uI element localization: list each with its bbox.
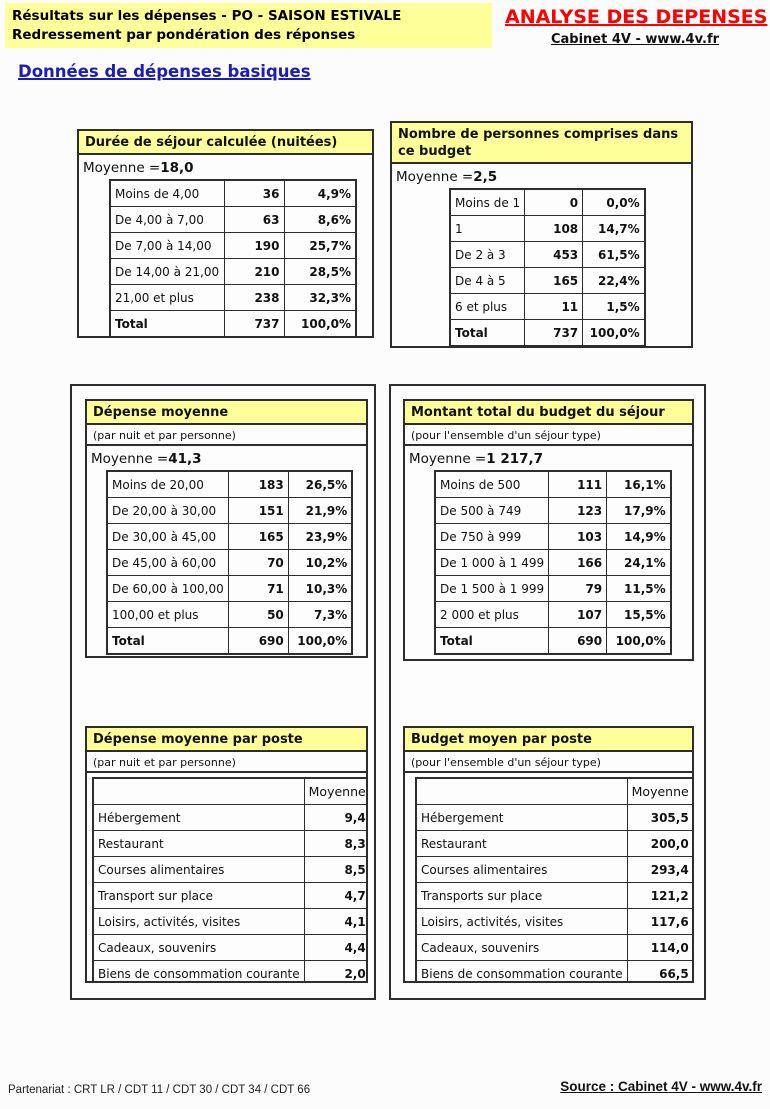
card-title: Dépense moyenne par poste — [87, 728, 366, 752]
poste-table-budget — [415, 777, 694, 983]
row-percent: 14,9% — [607, 524, 671, 550]
row-label: Hébergement — [93, 805, 304, 831]
card-title: Dépense moyenne — [87, 401, 366, 425]
row-label: Total — [110, 311, 224, 338]
analysis-subtitle: Cabinet 4V - www.4v.fr — [550, 32, 720, 47]
row-value: 4,4 — [304, 935, 368, 961]
table-row — [93, 909, 368, 935]
card-subtitle: (par nuit et par personne) — [87, 425, 366, 446]
row-label: Courses alimentaires — [93, 857, 304, 883]
table-row — [110, 207, 356, 233]
row-percent: 0,0% — [583, 189, 645, 216]
row-percent: 100,0% — [583, 320, 645, 347]
table-row — [416, 831, 694, 857]
moyenne-value: 41,3 — [168, 451, 202, 467]
moyenne-label: Moyenne = — [409, 451, 487, 467]
row-label: Hébergement — [416, 805, 627, 831]
table-row — [435, 602, 671, 628]
row-percent: 8,6% — [284, 207, 356, 233]
row-label: De 7,00 à 14,00 — [110, 233, 224, 259]
table-row — [435, 628, 671, 655]
row-count: 123 — [549, 498, 607, 524]
row-value: 8,3 — [304, 831, 368, 857]
row-label: Biens de consommation courante — [416, 961, 627, 984]
row-count: 108 — [525, 216, 583, 242]
table-row — [416, 961, 694, 984]
table-indent — [434, 470, 692, 655]
moyenne-line — [79, 155, 372, 179]
row-label: 21,00 et plus — [110, 285, 224, 311]
table-row — [93, 831, 368, 857]
row-label: Courses alimentaires — [416, 857, 627, 883]
table-row — [450, 294, 645, 320]
row-label: De 45,00 à 60,00 — [107, 550, 228, 576]
section-heading: Données de dépenses basiques — [18, 62, 311, 81]
moyenne-value: 1 217,7 — [486, 451, 544, 467]
card-depense-par-poste — [85, 726, 368, 983]
row-count: 70 — [228, 550, 288, 576]
table-row — [110, 285, 356, 311]
frequency-table-nb-personnes — [449, 188, 646, 347]
row-count: 690 — [228, 628, 288, 655]
row-label: Transports sur place — [416, 883, 627, 909]
table-indent — [106, 470, 366, 655]
row-label: Moins de 1 — [450, 189, 525, 216]
row-label: Loisirs, activités, visites — [416, 909, 627, 935]
row-count: 103 — [549, 524, 607, 550]
row-label: Moins de 500 — [435, 471, 549, 498]
table-row — [416, 805, 694, 831]
row-value: 66,5 — [627, 961, 694, 984]
report-title-line2: Redressement par pondération des réponses — [12, 27, 356, 43]
row-percent: 24,1% — [607, 550, 671, 576]
frequency-table-depense-moyenne — [106, 470, 353, 655]
row-percent: 17,9% — [607, 498, 671, 524]
card-title: Nombre de personnes comprises dans ce budget — [392, 123, 691, 164]
row-label: De 1 500 à 1 999 — [435, 576, 549, 602]
row-count: 50 — [228, 602, 288, 628]
table-header-row — [93, 778, 368, 805]
row-label: Loisirs, activités, visites — [93, 909, 304, 935]
card-title: Budget moyen par poste — [405, 728, 692, 752]
row-label: Total — [435, 628, 549, 655]
card-nb-personnes — [390, 121, 693, 348]
card-subtitle: (pour l'ensemble d'un séjour type) — [405, 425, 692, 446]
table-row — [93, 857, 368, 883]
row-percent: 15,5% — [607, 602, 671, 628]
row-label: Restaurant — [93, 831, 304, 857]
card-montant-total — [403, 399, 694, 661]
row-percent: 28,5% — [284, 259, 356, 285]
row-label: Cadeaux, souvenirs — [93, 935, 304, 961]
row-count: 190 — [224, 233, 284, 259]
table-row — [416, 883, 694, 909]
row-count: 737 — [224, 311, 284, 338]
row-count: 151 — [228, 498, 288, 524]
row-percent: 4,9% — [284, 180, 356, 207]
moyenne-line — [392, 164, 691, 188]
row-percent: 16,1% — [607, 471, 671, 498]
header-empty-cell — [416, 778, 627, 805]
row-percent: 14,7% — [583, 216, 645, 242]
table-row — [435, 576, 671, 602]
row-label: 100,00 et plus — [107, 602, 228, 628]
report-title-line1: Résultats sur les dépenses - PO - SAISON ESTIVALE — [12, 8, 402, 24]
table-row — [450, 320, 645, 347]
table-row — [93, 935, 368, 961]
table-row — [107, 550, 352, 576]
row-count: 71 — [228, 576, 288, 602]
table-row — [435, 498, 671, 524]
moyenne-label: Moyenne = — [83, 160, 161, 176]
moyenne-line — [87, 446, 366, 470]
row-count: 36 — [224, 180, 284, 207]
row-percent: 100,0% — [288, 628, 352, 655]
table-indent — [109, 179, 372, 338]
footer-source: Source : Cabinet 4V - www.4v.fr — [560, 1079, 762, 1094]
report-header-box — [5, 3, 492, 48]
table-row — [93, 883, 368, 909]
card-budget-par-poste — [403, 726, 694, 983]
row-value: 9,4 — [304, 805, 368, 831]
row-count: 63 — [224, 207, 284, 233]
table-row — [107, 602, 352, 628]
row-percent: 23,9% — [288, 524, 352, 550]
row-percent: 22,4% — [583, 268, 645, 294]
row-label: Biens de consommation courante — [93, 961, 304, 984]
row-label: Transport sur place — [93, 883, 304, 909]
row-count: 79 — [549, 576, 607, 602]
row-label: Restaurant — [416, 831, 627, 857]
row-count: 210 — [224, 259, 284, 285]
row-label: De 500 à 749 — [435, 498, 549, 524]
row-percent: 25,7% — [284, 233, 356, 259]
moyenne-label: Moyenne = — [396, 169, 474, 185]
panel-depense — [70, 384, 376, 1000]
row-count: 11 — [525, 294, 583, 320]
table-row — [435, 471, 671, 498]
row-percent: 11,5% — [607, 576, 671, 602]
row-label: Total — [107, 628, 228, 655]
row-percent: 10,3% — [288, 576, 352, 602]
table-row — [450, 189, 645, 216]
frequency-table-duree-sejour — [109, 179, 357, 338]
table-row — [110, 233, 356, 259]
row-value: 305,5 — [627, 805, 694, 831]
table-row — [93, 805, 368, 831]
row-count: 166 — [549, 550, 607, 576]
row-count: 737 — [525, 320, 583, 347]
row-label: Moins de 4,00 — [110, 180, 224, 207]
table-row — [93, 961, 368, 984]
row-percent: 7,3% — [288, 602, 352, 628]
row-label: De 20,00 à 30,00 — [107, 498, 228, 524]
table-indent — [449, 188, 691, 347]
row-count: 183 — [228, 471, 288, 498]
card-title: Durée de séjour calculée (nuitées) — [79, 131, 372, 155]
row-count: 165 — [228, 524, 288, 550]
table-row — [450, 268, 645, 294]
table-row — [107, 628, 352, 655]
row-label: De 2 à 3 — [450, 242, 525, 268]
row-count: 238 — [224, 285, 284, 311]
table-row — [107, 471, 352, 498]
moyenne-line — [405, 446, 692, 470]
table-row — [435, 524, 671, 550]
row-label: De 4 à 5 — [450, 268, 525, 294]
row-count: 111 — [549, 471, 607, 498]
analysis-title: ANALYSE DES DEPENSES — [505, 6, 768, 28]
table-indent — [415, 777, 692, 983]
row-value: 121,2 — [627, 883, 694, 909]
poste-table-depense — [92, 777, 368, 983]
row-label: 2 000 et plus — [435, 602, 549, 628]
table-row — [110, 311, 356, 338]
table-row — [107, 524, 352, 550]
row-label: Cadeaux, souvenirs — [416, 935, 627, 961]
row-value: 114,0 — [627, 935, 694, 961]
row-percent: 21,9% — [288, 498, 352, 524]
table-row — [110, 259, 356, 285]
header-empty-cell — [93, 778, 304, 805]
row-label: De 4,00 à 7,00 — [110, 207, 224, 233]
col-header-moyenne: Moyenne — [304, 778, 368, 805]
row-value: 8,5 — [304, 857, 368, 883]
row-label: De 30,00 à 45,00 — [107, 524, 228, 550]
table-row — [416, 909, 694, 935]
row-label: 6 et plus — [450, 294, 525, 320]
moyenne-value: 2,5 — [473, 169, 498, 185]
row-percent: 1,5% — [583, 294, 645, 320]
panel-budget — [389, 384, 706, 1000]
footer-partnership: Partenariat : CRT LR / CDT 11 / CDT 30 / CDT 34 / CDT 66 — [8, 1084, 311, 1096]
row-label: Total — [450, 320, 525, 347]
table-row — [110, 180, 356, 207]
table-indent — [92, 777, 366, 983]
row-value: 117,6 — [627, 909, 694, 935]
row-percent: 100,0% — [284, 311, 356, 338]
row-label: De 750 à 999 — [435, 524, 549, 550]
row-label: De 1 000 à 1 499 — [435, 550, 549, 576]
row-percent: 61,5% — [583, 242, 645, 268]
row-label: De 14,00 à 21,00 — [110, 259, 224, 285]
frequency-table-montant-total — [434, 470, 672, 655]
row-label: Moins de 20,00 — [107, 471, 228, 498]
moyenne-label: Moyenne = — [91, 451, 169, 467]
row-label: 1 — [450, 216, 525, 242]
table-row — [450, 242, 645, 268]
moyenne-value: 18,0 — [160, 160, 194, 176]
table-row — [416, 857, 694, 883]
row-count: 107 — [549, 602, 607, 628]
card-subtitle: (pour l'ensemble d'un séjour type) — [405, 752, 692, 773]
row-percent: 10,2% — [288, 550, 352, 576]
row-value: 200,0 — [627, 831, 694, 857]
table-row — [107, 498, 352, 524]
card-depense-moyenne — [85, 399, 368, 658]
row-value: 4,7 — [304, 883, 368, 909]
table-row — [450, 216, 645, 242]
col-header-moyenne: Moyenne — [627, 778, 694, 805]
card-duree-sejour — [77, 129, 374, 338]
row-label: De 60,00 à 100,00 — [107, 576, 228, 602]
row-count: 453 — [525, 242, 583, 268]
row-value: 2,0 — [304, 961, 368, 984]
row-count: 690 — [549, 628, 607, 655]
row-count: 165 — [525, 268, 583, 294]
table-header-row — [416, 778, 694, 805]
table-row — [416, 935, 694, 961]
row-value: 293,4 — [627, 857, 694, 883]
row-percent: 100,0% — [607, 628, 671, 655]
row-percent: 32,3% — [284, 285, 356, 311]
card-subtitle: (par nuit et par personne) — [87, 752, 366, 773]
row-count: 0 — [525, 189, 583, 216]
table-row — [107, 576, 352, 602]
table-row — [435, 550, 671, 576]
row-percent: 26,5% — [288, 471, 352, 498]
row-value: 4,1 — [304, 909, 368, 935]
card-title: Montant total du budget du séjour — [405, 401, 692, 425]
